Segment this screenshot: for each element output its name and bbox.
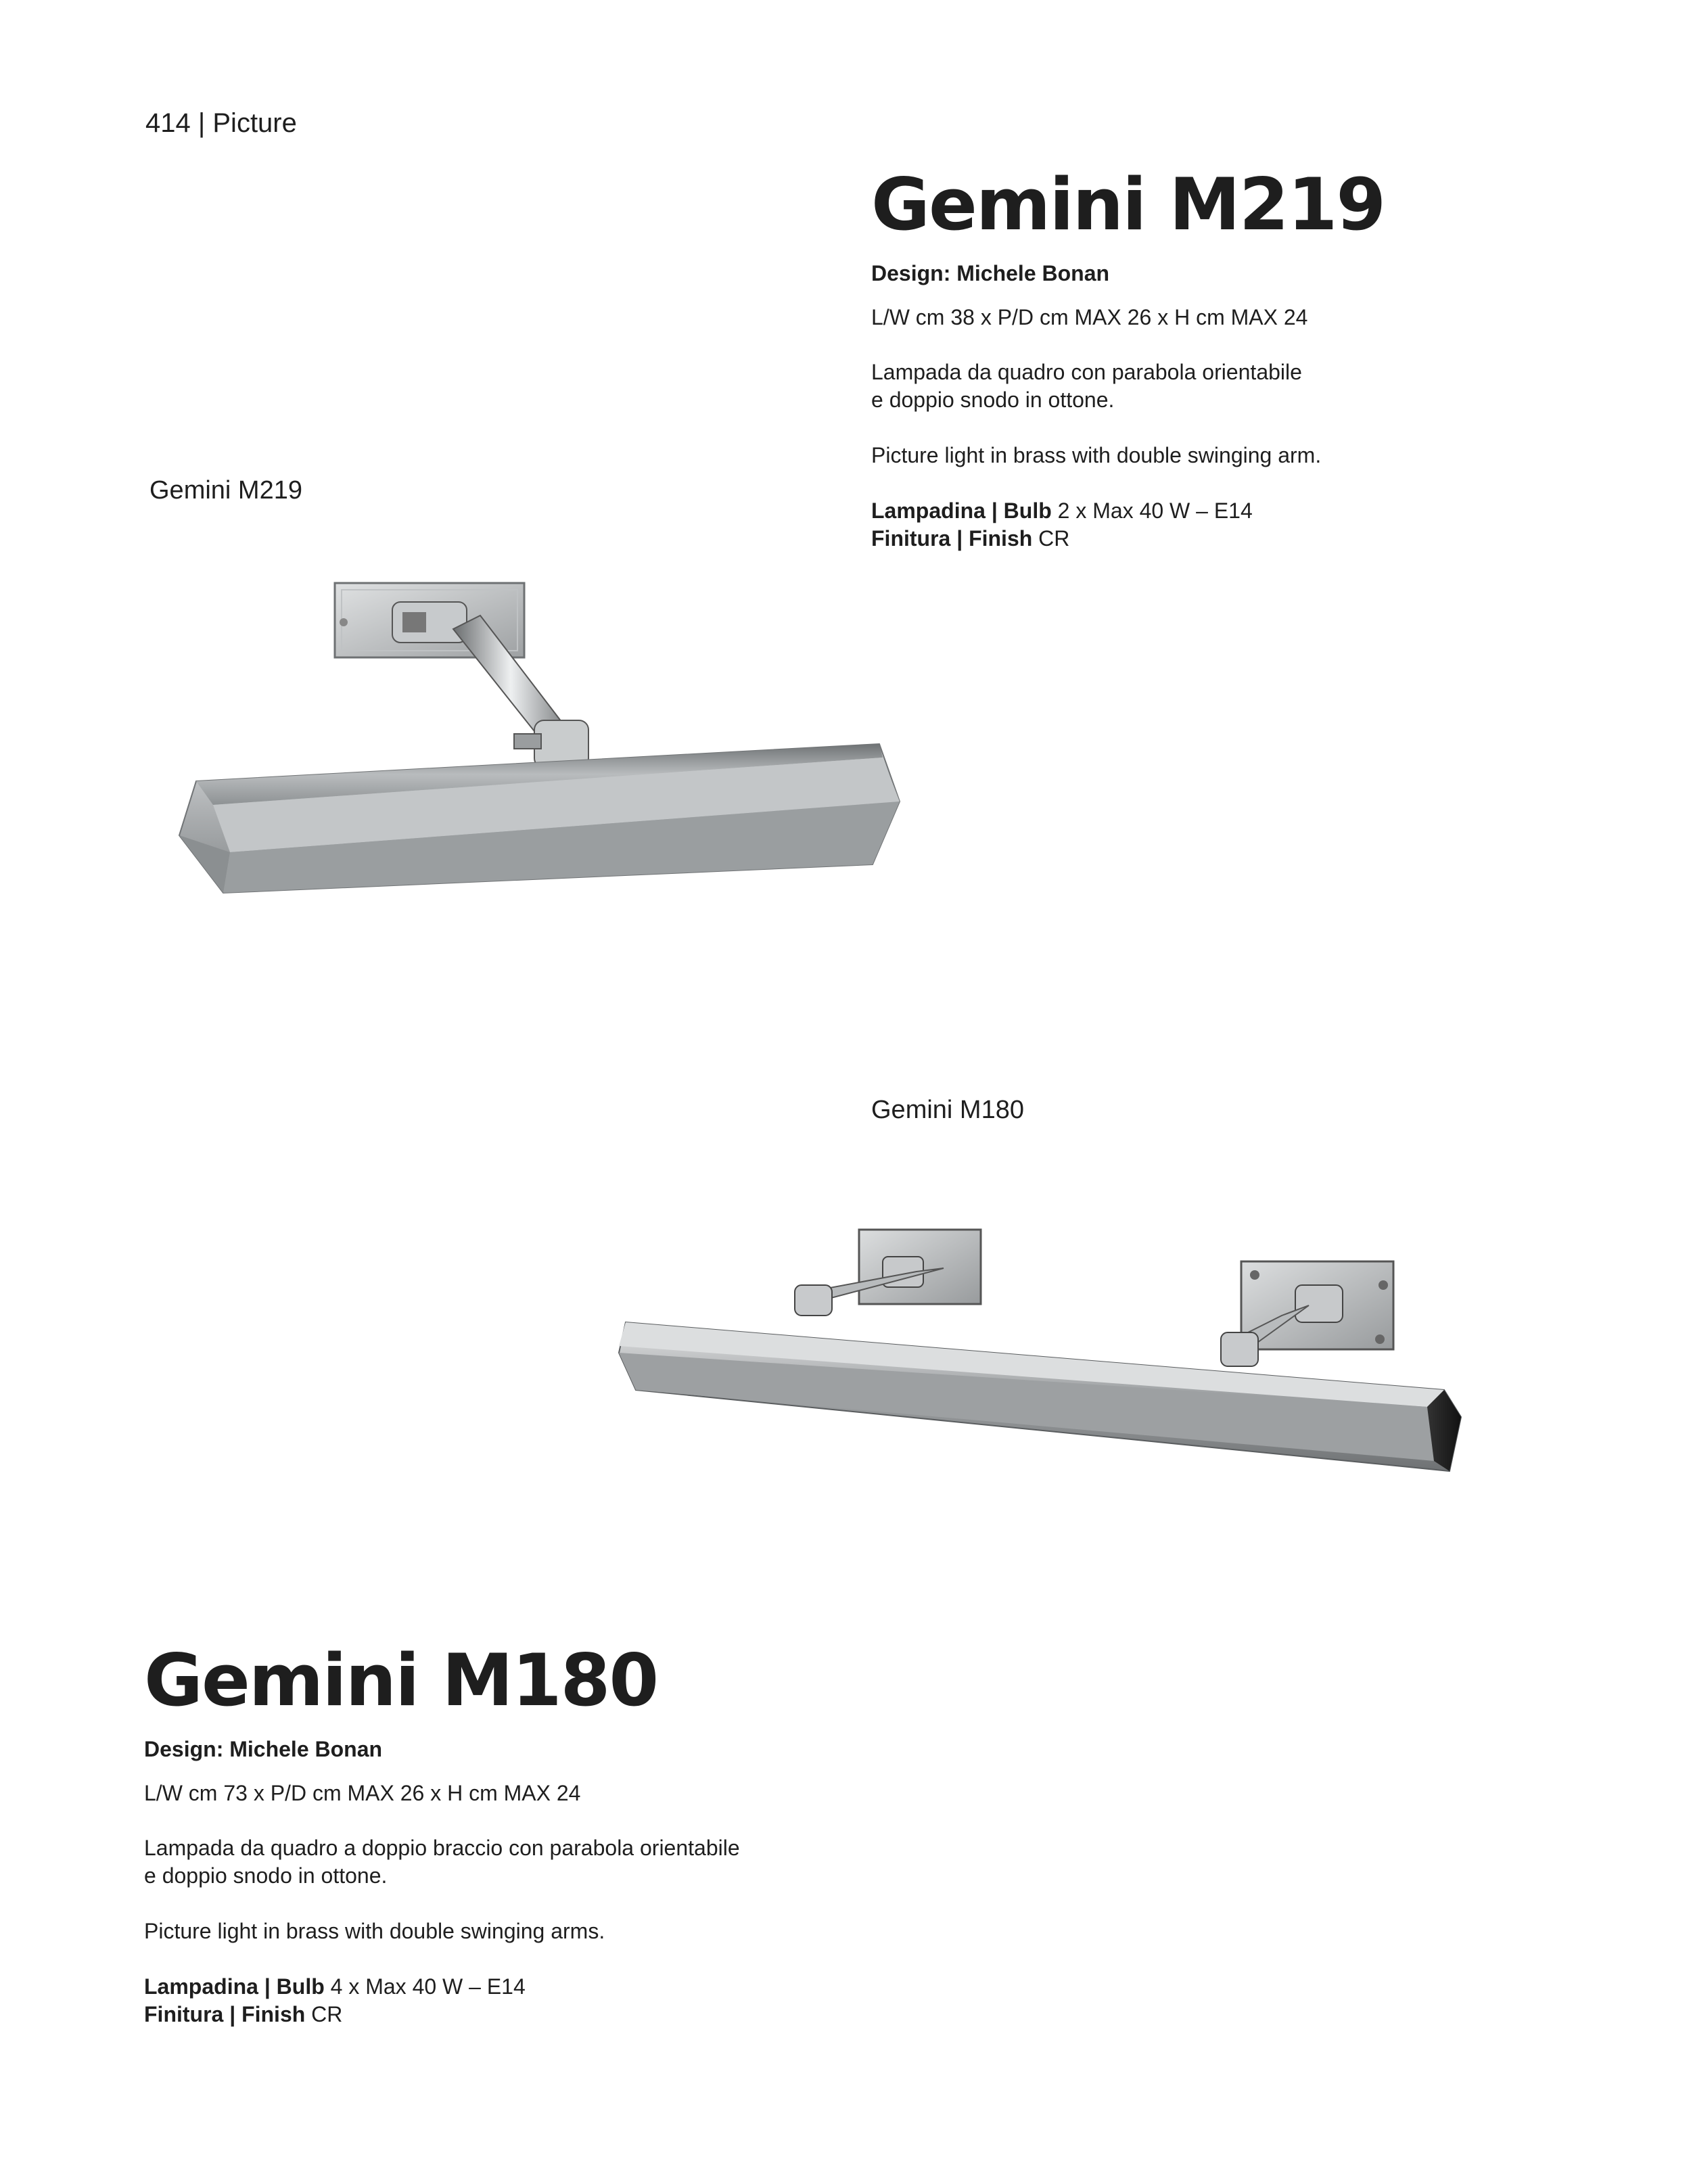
image-caption: Gemini M219 (149, 476, 302, 505)
desc-it-line: Lampada da quadro a doppio braccio con parabola orientabile (144, 1836, 740, 1860)
product-specs (144, 1973, 1023, 2028)
product-dimensions: L/W cm 73 x P/D cm MAX 26 x H cm MAX 24 (144, 1781, 581, 1805)
image-caption: Gemini M180 (871, 1096, 1024, 1124)
finish-label: Finitura | Finish (871, 526, 1033, 551)
product-designer: Design: Michele Bonan (144, 1737, 383, 1761)
product-description-it (144, 1834, 1023, 1890)
section-name: Picture (212, 108, 297, 138)
desc-it-line: e doppio snodo in ottone. (871, 388, 1115, 412)
product-title: Gemini M180 (144, 1639, 658, 1722)
finish-value: CR (1038, 526, 1070, 551)
product-specs (871, 497, 1615, 553)
header-separator: | (190, 108, 213, 138)
product-description-it (871, 358, 1615, 414)
product-dimensions: L/W cm 38 x P/D cm MAX 26 x H cm MAX 24 (871, 305, 1308, 329)
product-m180-info (144, 1639, 1023, 2028)
bulb-label: Lampadina | Bulb (144, 1974, 325, 1999)
finish-label: Finitura | Finish (144, 2002, 306, 2026)
product-description-en: Picture light in brass with double swinging arms. (144, 1919, 605, 1943)
page-number: 414 (145, 108, 191, 138)
desc-it-line: e doppio snodo in ottone. (144, 1863, 388, 1888)
product-title: Gemini M219 (871, 163, 1385, 246)
finish-value: CR (311, 2002, 343, 2026)
bulb-value: 2 x Max 40 W – E14 (1057, 498, 1253, 523)
bulb-label: Lampadina | Bulb (871, 498, 1052, 523)
gemini-m219-photo (169, 575, 927, 940)
bulb-value: 4 x Max 40 W – E14 (330, 1974, 526, 1999)
page-header (145, 108, 297, 139)
product-m219-info (871, 163, 1615, 553)
product-description-en: Picture light in brass with double swinging arm. (871, 443, 1322, 467)
desc-it-line: Lampada da quadro con parabola orientabile (871, 360, 1302, 384)
product-designer: Design: Michele Bonan (871, 261, 1110, 285)
gemini-m180-photo (605, 1204, 1471, 1491)
